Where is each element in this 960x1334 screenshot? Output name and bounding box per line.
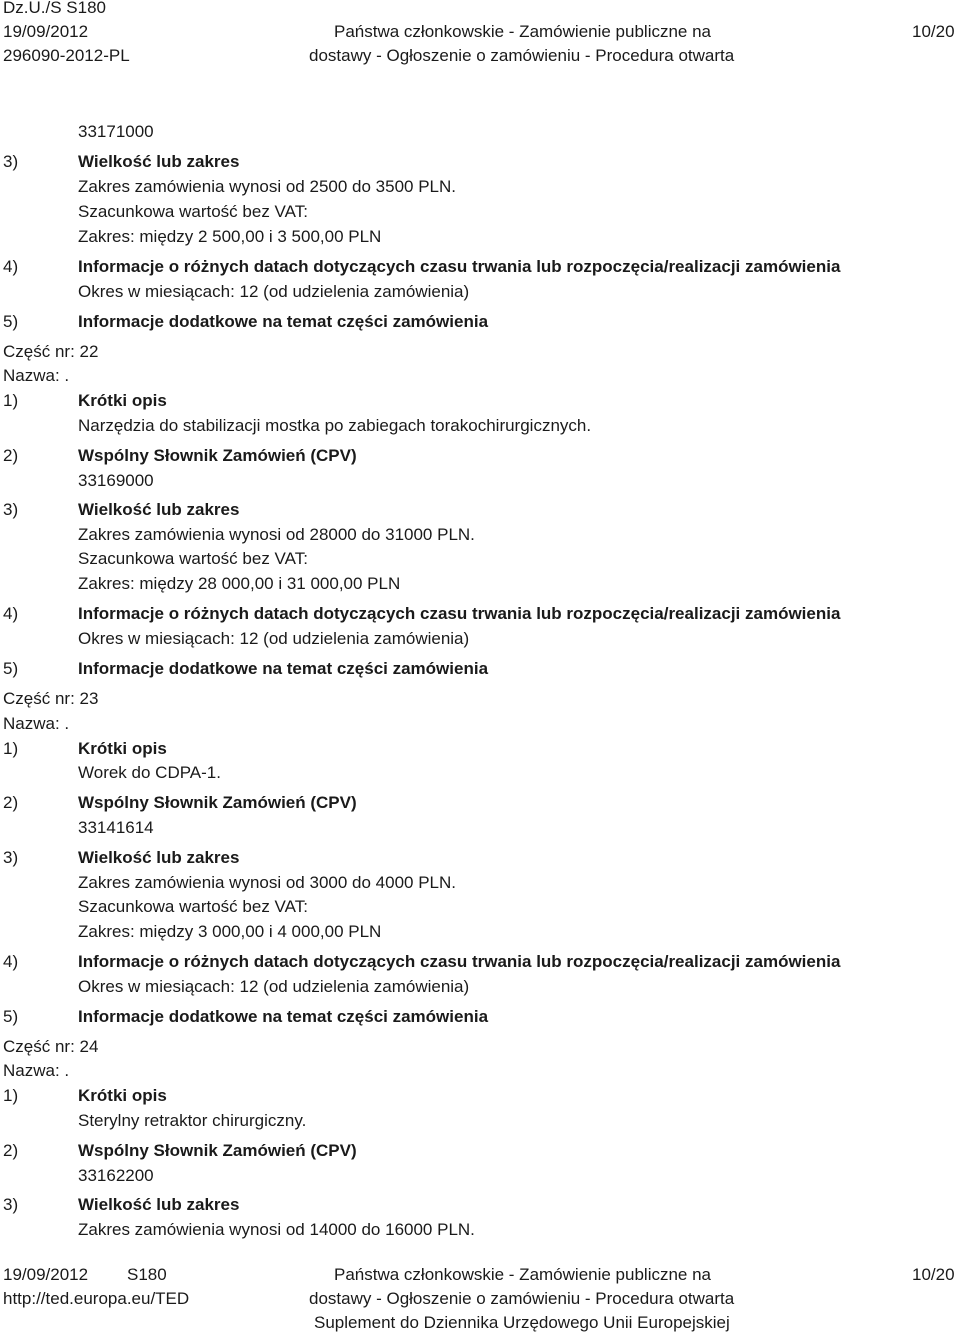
- section-heading: Krótki opis: [78, 391, 167, 410]
- size-range: Zakres zamówienia wynosi od 28000 do 31000 PLN.: [78, 525, 475, 544]
- section-heading: Informacje o różnych datach dotyczących czasu trwania lub rozpoczęcia/realizacji zamówienia: [78, 257, 841, 276]
- duration: Okres w miesiącach: 12 (od udzielenia zamówienia): [78, 282, 470, 301]
- section-heading: Krótki opis: [78, 739, 167, 758]
- footer-page-number: 10/20: [912, 1265, 955, 1284]
- section-number: 3): [3, 1195, 19, 1214]
- estimate-label: Szacunkowa wartość bez VAT:: [78, 202, 308, 221]
- size-range: Zakres zamówienia wynosi od 3000 do 4000 PLN.: [78, 873, 456, 892]
- footer-series: S180: [127, 1265, 167, 1284]
- part-number: Część nr: 22: [3, 342, 99, 361]
- cpv-code: 33141614: [78, 818, 154, 837]
- section-heading: Wspólny Słownik Zamówień (CPV): [78, 793, 357, 812]
- section-number: 2): [3, 1141, 19, 1160]
- estimate-range: Zakres: między 3 000,00 i 4 000,00 PLN: [78, 922, 382, 941]
- section-number: 4): [3, 257, 19, 276]
- section-heading: Informacje o różnych datach dotyczących czasu trwania lub rozpoczęcia/realizacji zamówienia: [78, 604, 841, 623]
- section-heading: Informacje dodatkowe na temat części zamówienia: [78, 312, 489, 331]
- section-number: 4): [3, 952, 19, 971]
- section-number: 1): [3, 391, 19, 410]
- section-number: 5): [3, 659, 19, 678]
- duration: Okres w miesiącach: 12 (od udzielenia zamówienia): [78, 977, 470, 996]
- header-date: 19/09/2012: [3, 22, 89, 41]
- header-title-line-1: Państwa członkowskie - Zamówienie publiczne na: [334, 22, 712, 41]
- short-description: Worek do CDPA-1.: [78, 763, 221, 782]
- duration: Okres w miesiącach: 12 (od udzielenia zamówienia): [78, 629, 470, 648]
- footer-title-line-3: Suplement do Dziennika Urzędowego Unii Europejskiej: [314, 1313, 730, 1332]
- section-heading: Wielkość lub zakres: [78, 1195, 240, 1214]
- section-number: 4): [3, 604, 19, 623]
- section-heading: Wspólny Słownik Zamówień (CPV): [78, 1141, 357, 1160]
- section-heading: Informacje dodatkowe na temat części zamówienia: [78, 659, 489, 678]
- footer-url[interactable]: http://ted.europa.eu/TED: [3, 1289, 190, 1308]
- section-heading: Wielkość lub zakres: [78, 152, 240, 171]
- section-number: 3): [3, 500, 19, 519]
- cpv-code: 33169000: [78, 471, 154, 490]
- estimate-range: Zakres: między 2 500,00 i 3 500,00 PLN: [78, 227, 382, 246]
- part-name: Nazwa: .: [3, 366, 70, 385]
- size-range: Zakres zamówienia wynosi od 2500 do 3500 PLN.: [78, 177, 456, 196]
- short-description: Narzędzia do stabilizacji mostka po zabiegach torakochirurgicznych.: [78, 416, 592, 435]
- estimate-range: Zakres: między 28 000,00 i 31 000,00 PLN: [78, 574, 401, 593]
- section-heading: Informacje dodatkowe na temat części zamówienia: [78, 1007, 489, 1026]
- cpv-code: 33162200: [78, 1166, 154, 1185]
- short-description: Sterylny retraktor chirurgiczny.: [78, 1111, 307, 1130]
- section-heading: Wielkość lub zakres: [78, 848, 240, 867]
- header-page-number: 10/20: [912, 22, 955, 41]
- footer-date: 19/09/2012: [3, 1265, 89, 1284]
- cpv-code: 33171000: [78, 122, 154, 141]
- section-heading: Informacje o różnych datach dotyczących czasu trwania lub rozpoczęcia/realizacji zamówienia: [78, 952, 841, 971]
- section-number: 3): [3, 848, 19, 867]
- section-number: 3): [3, 152, 19, 171]
- header-title-line-2: dostawy - Ogłoszenie o zamówieniu - Procedura otwarta: [309, 46, 735, 65]
- section-number: 2): [3, 446, 19, 465]
- part-name: Nazwa: .: [3, 714, 70, 733]
- size-range: Zakres zamówienia wynosi od 14000 do 16000 PLN.: [78, 1220, 475, 1239]
- part-name: Nazwa: .: [3, 1061, 70, 1080]
- section-number: 2): [3, 793, 19, 812]
- section-number: 1): [3, 1086, 19, 1105]
- estimate-label: Szacunkowa wartość bez VAT:: [78, 549, 308, 568]
- section-heading: Wielkość lub zakres: [78, 500, 240, 519]
- part-number: Część nr: 24: [3, 1037, 99, 1056]
- part-number: Część nr: 23: [3, 689, 99, 708]
- header-journal-ref: Dz.U./S S180: [3, 0, 106, 17]
- section-heading: Wspólny Słownik Zamówień (CPV): [78, 446, 357, 465]
- estimate-label: Szacunkowa wartość bez VAT:: [78, 897, 308, 916]
- section-number: 1): [3, 739, 19, 758]
- section-number: 5): [3, 1007, 19, 1026]
- header-notice-number: 296090-2012-PL: [3, 46, 130, 65]
- section-number: 5): [3, 312, 19, 331]
- footer-title-line-1: Państwa członkowskie - Zamówienie publiczne na: [334, 1265, 712, 1284]
- section-heading: Krótki opis: [78, 1086, 167, 1105]
- footer-title-line-2: dostawy - Ogłoszenie o zamówieniu - Procedura otwarta: [309, 1289, 735, 1308]
